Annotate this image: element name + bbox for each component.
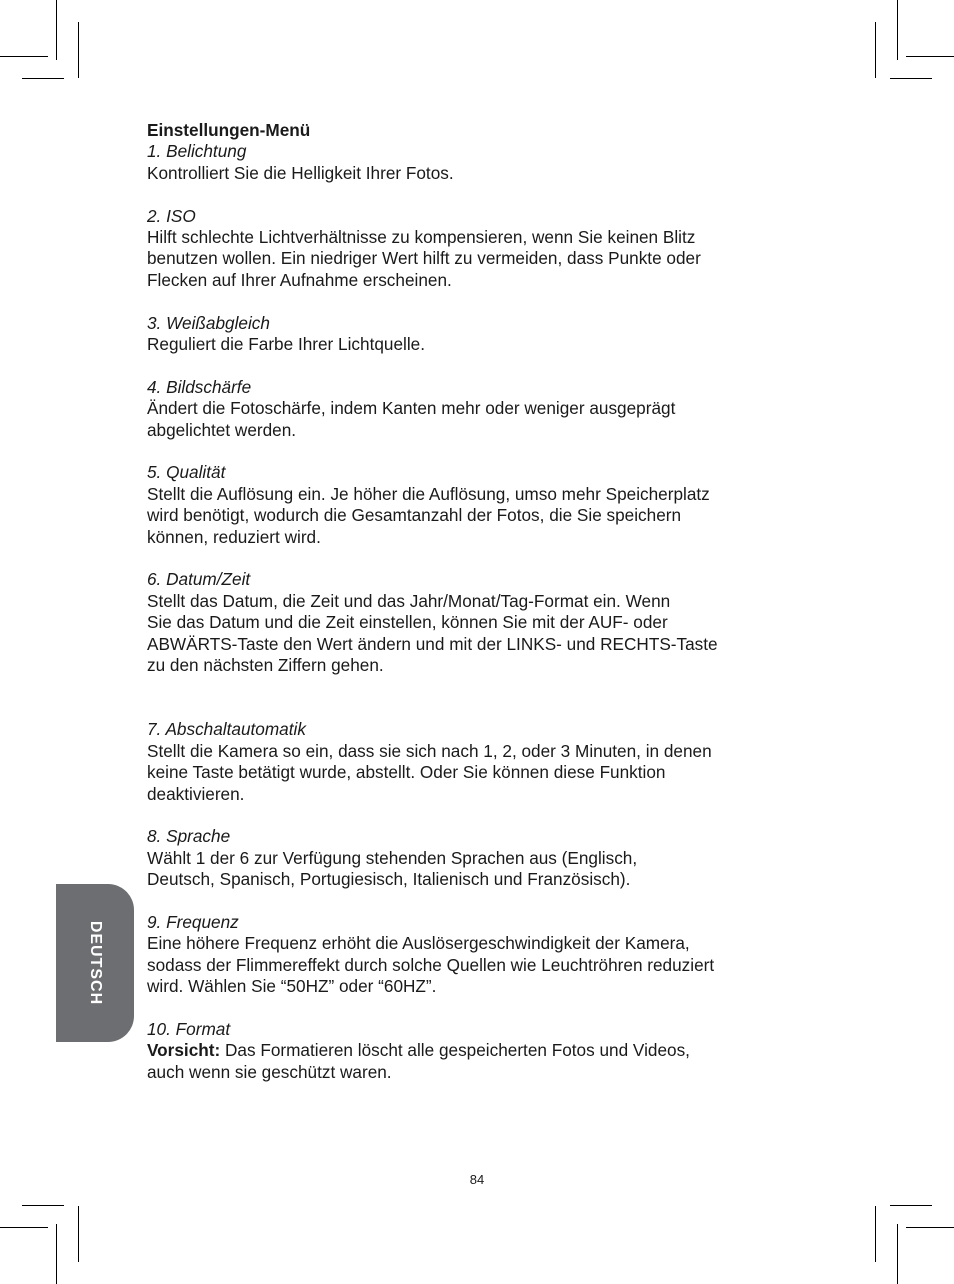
- section-text: Kontrolliert Sie die Helligkeit Ihrer Fotos.: [147, 162, 454, 183]
- crop-mark: [875, 22, 876, 78]
- crop-mark: [875, 1206, 876, 1262]
- crop-mark: [78, 1206, 79, 1262]
- section-text: Wählt 1 der 6 zur Verfügung stehenden Sprachen aus (Englisch,: [147, 847, 638, 868]
- section-title: 7. Abschaltautomatik: [147, 719, 306, 740]
- section-text: Stellt die Kamera so ein, dass sie sich nach 1, 2, oder 3 Minuten, in denen: [147, 740, 712, 761]
- section-title: 6. Datum/Zeit: [147, 569, 251, 590]
- section-title: 10. Format: [147, 1018, 231, 1039]
- settings-menu-text: [147, 120, 777, 1083]
- section-text: auch wenn sie geschützt waren.: [147, 1061, 392, 1082]
- section-text: zu den nächsten Ziffern gehen.: [147, 655, 384, 676]
- section-text: wird benötigt, wodurch die Gesamtanzahl der Fotos, die Sie speichern: [147, 505, 682, 526]
- crop-mark: [22, 78, 64, 79]
- section-text: sodass der Flimmereffekt durch solche Quellen wie Leuchtröhren reduziert: [147, 954, 715, 975]
- page-title: Einstellungen-Menü: [147, 120, 311, 140]
- section-text: Das Formatieren löscht alle gespeicherten Fotos und Videos,: [220, 1040, 690, 1061]
- section-text: benutzen wollen. Ein niedriger Wert hilft zu vermeiden, dass Punkte oder: [147, 248, 701, 269]
- crop-mark: [56, 0, 57, 60]
- section-text: Reguliert die Farbe Ihrer Lichtquelle.: [147, 334, 426, 355]
- crop-mark: [897, 0, 898, 60]
- section-text: Hilft schlechte Lichtverhältnisse zu kompensieren, wenn Sie keinen Blitz: [147, 227, 696, 248]
- crop-mark: [906, 56, 954, 57]
- section-text: Sie das Datum und die Zeit einstellen, können Sie mit der AUF- oder: [147, 612, 668, 633]
- section-text: wird. Wählen Sie “50HZ” oder “60HZ”.: [147, 976, 437, 997]
- warning-text: [147, 1040, 777, 1061]
- language-tab-label: DEUTSCH: [87, 920, 104, 1006]
- crop-mark: [890, 78, 932, 79]
- crop-mark: [56, 1224, 57, 1284]
- section-title: 2. ISO: [147, 205, 196, 226]
- crop-mark: [0, 1227, 48, 1228]
- crop-mark: [890, 1205, 932, 1206]
- section-text: ABWÄRTS-Taste den Wert ändern und mit der LINKS- und RECHTS-Taste: [147, 633, 718, 654]
- section-text: Stellt die Auflösung ein. Je höher die Auflösung, umso mehr Speicherplatz: [147, 483, 710, 504]
- page-number: 84: [469, 1172, 485, 1187]
- crop-mark: [78, 22, 79, 78]
- section-text: können, reduziert wird.: [147, 526, 321, 547]
- section-text: abgelichtet werden.: [147, 419, 297, 440]
- crop-mark: [906, 1227, 954, 1228]
- section-title: 8. Sprache: [147, 826, 231, 847]
- section-text: Stellt das Datum, die Zeit und das Jahr/Monat/Tag-Format ein. Wenn: [147, 590, 671, 611]
- section-title: 3. Weißabgleich: [147, 312, 270, 333]
- crop-mark: [897, 1224, 898, 1284]
- section-text: Flecken auf Ihrer Aufnahme erscheinen.: [147, 269, 452, 290]
- section-title: 1. Belichtung: [147, 141, 247, 162]
- language-tab: [56, 884, 134, 1042]
- section-text: Deutsch, Spanisch, Portugiesisch, Italienisch und Französisch).: [147, 869, 631, 890]
- section-text: deaktivieren.: [147, 783, 245, 804]
- section-title: 4. Bildschärfe: [147, 376, 252, 397]
- section-text: keine Taste betätigt wurde, abstellt. Oder Sie können diese Funktion: [147, 762, 666, 783]
- section-title: 5. Qualität: [147, 462, 226, 483]
- crop-mark: [22, 1205, 64, 1206]
- section-text: Ändert die Fotoschärfe, indem Kanten mehr oder weniger ausgeprägt: [147, 398, 676, 419]
- section-title: 9. Frequenz: [147, 911, 239, 932]
- section-text: Eine höhere Frequenz erhöht die Auslösergeschwindigkeit der Kamera,: [147, 933, 690, 954]
- warning-label: Vorsicht:: [147, 1040, 221, 1061]
- crop-mark: [0, 56, 48, 57]
